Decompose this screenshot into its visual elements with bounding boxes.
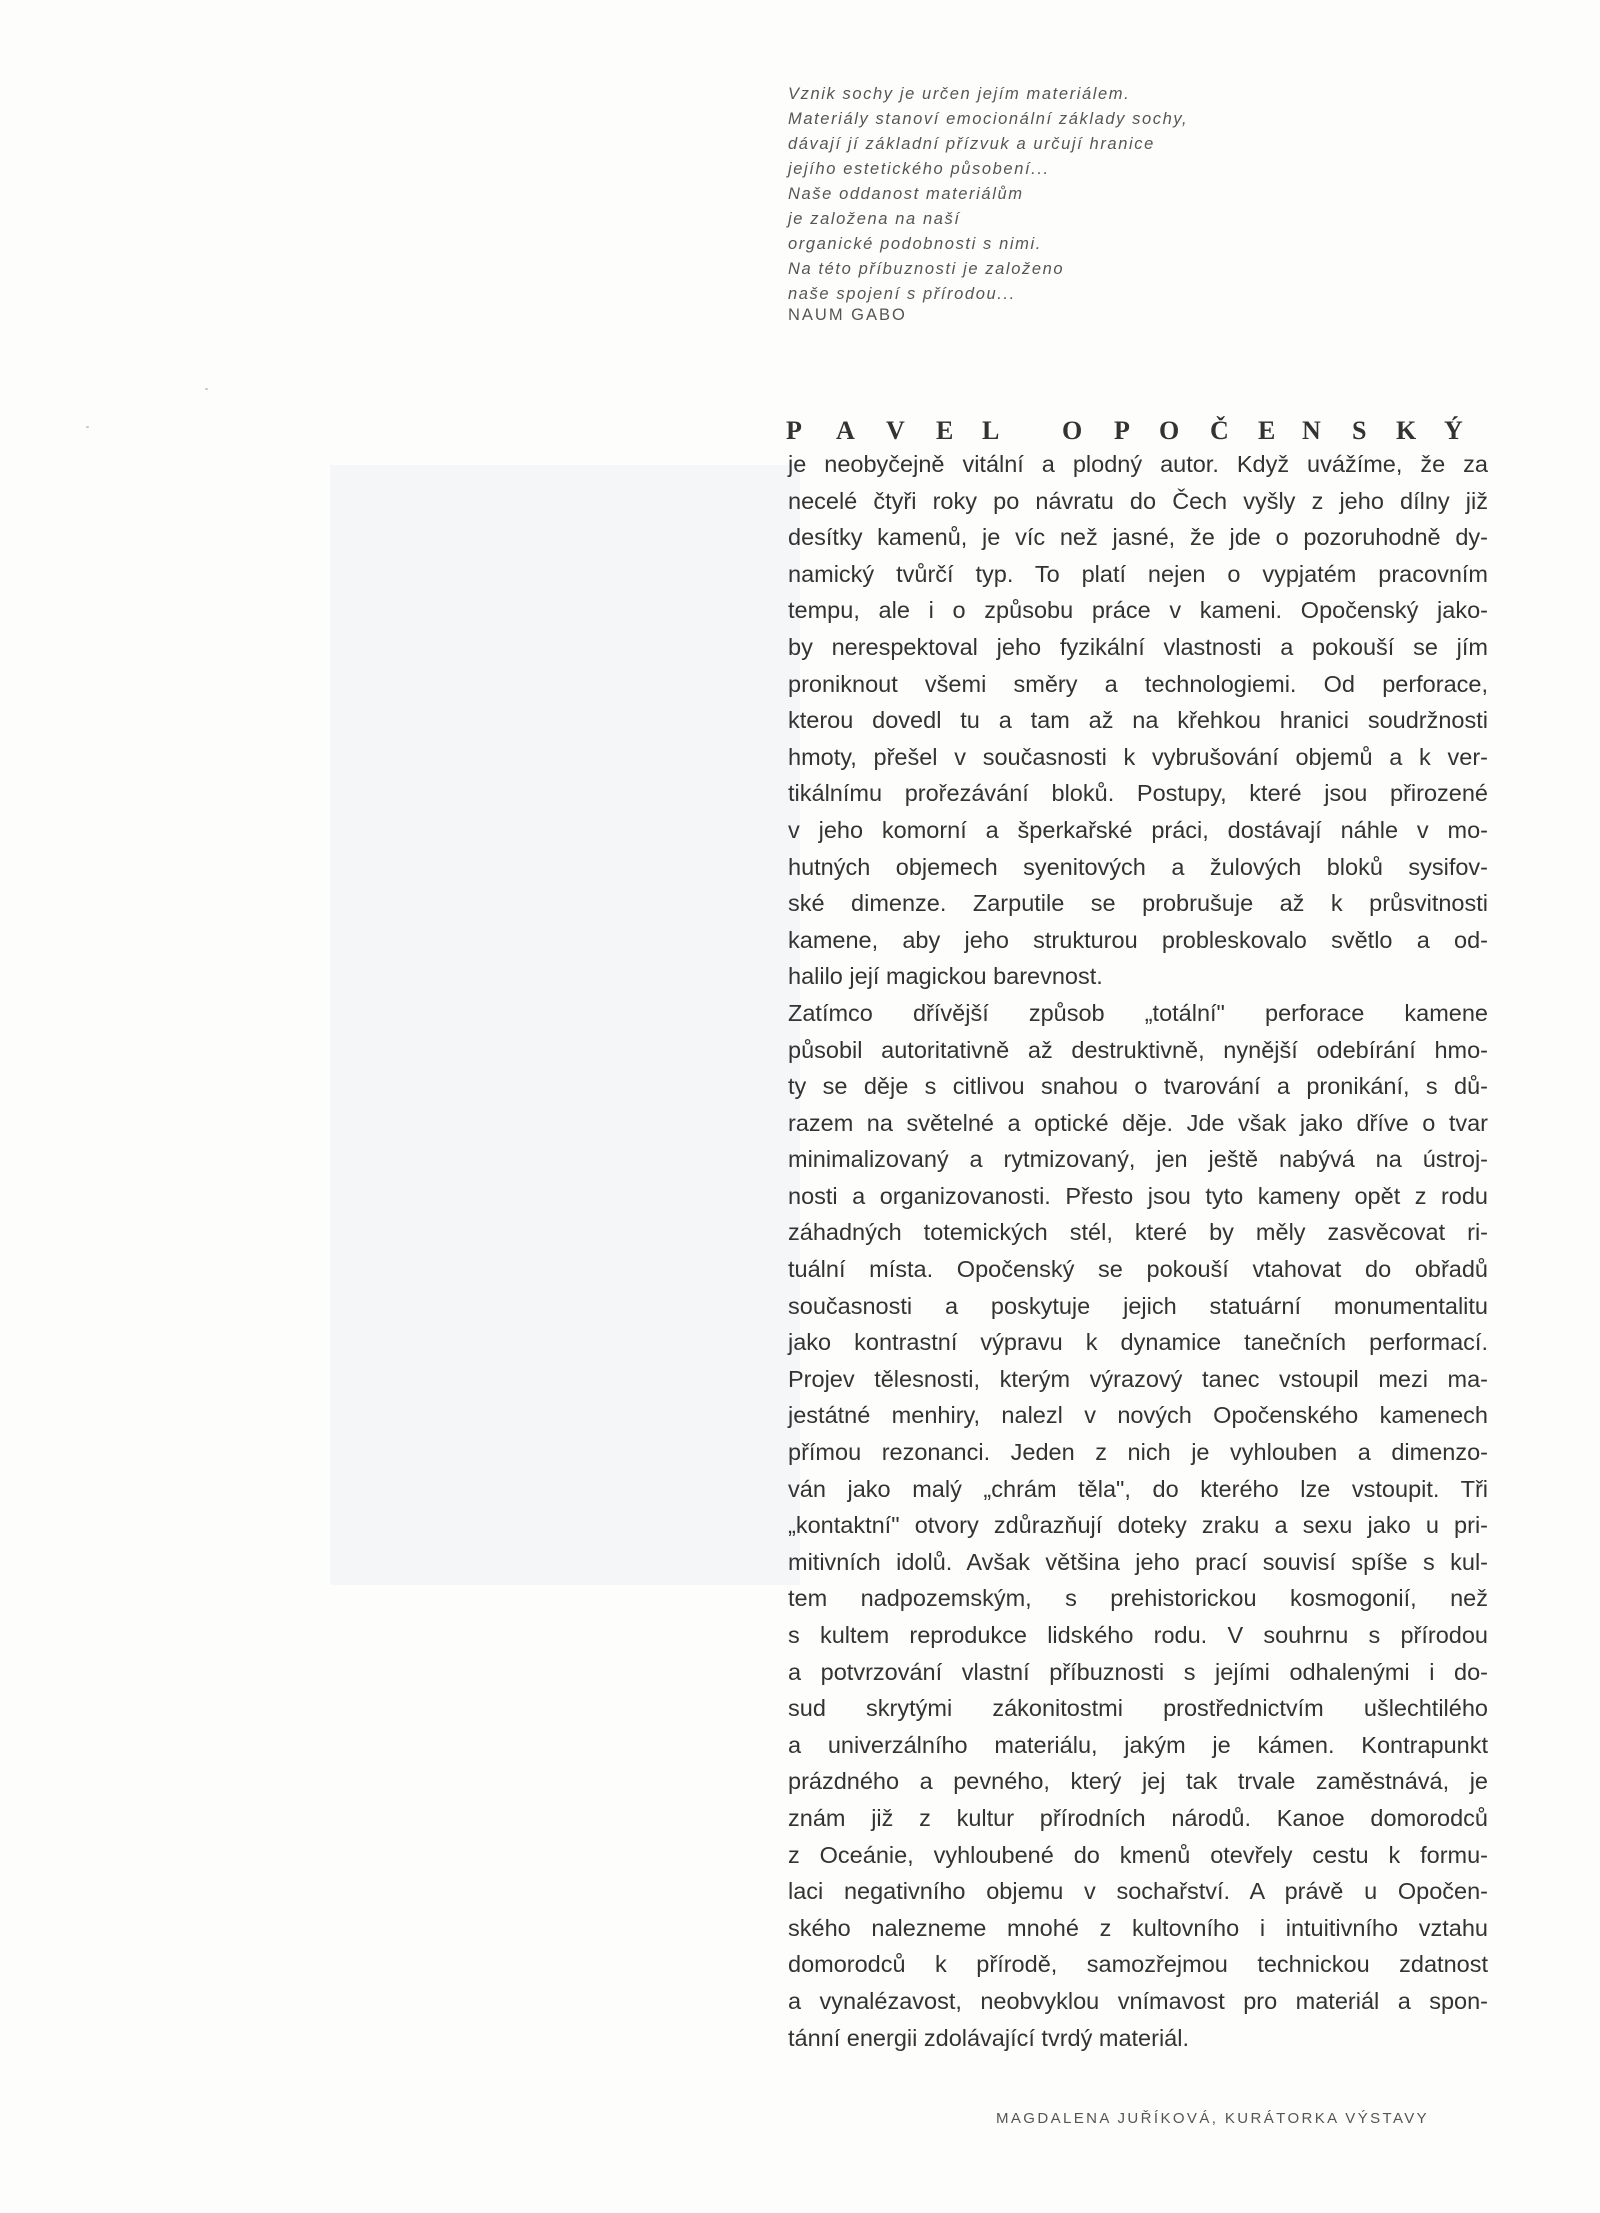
body-line: tem nadpozemským, s prehistorickou kosmogonií, než: [788, 1585, 1488, 1612]
body-line: halilo její magickou barevnost.: [788, 963, 1103, 990]
body-line: tikálnímu prořezávání bloků. Postupy, které jsou přirozené: [788, 780, 1488, 807]
body-line: sud skrytými zákonitostmi prostřednictvím ušlechtilého: [788, 1695, 1488, 1722]
motto-quote: [788, 82, 1308, 307]
body-line: a univerzálního materiálu, jakým je kámen. Kontrapunkt: [788, 1731, 1488, 1758]
body-line: namický tvůrčí typ. To platí nejen o vypjatém pracovním: [788, 560, 1488, 587]
body-line: domorodců k přírodě, samozřejmou technickou zdatnost: [788, 1951, 1488, 1978]
body-line: a potvrzování vlastní příbuznosti s jejími odhalenými i do-: [788, 1658, 1488, 1685]
body-line: kamene, aby jeho strukturou probleskovalo světlo a od-: [788, 926, 1488, 953]
body-line: působil autoritativně až destruktivně, nynější odebírání hmo-: [788, 1036, 1488, 1063]
motto-line: Naše oddanost materiálům: [788, 185, 1024, 203]
heading-letter: K: [1396, 416, 1417, 445]
body-line: prázdného a pevného, který jej tak trvale zaměstnává, je: [788, 1768, 1488, 1795]
page-shadow-panel: [330, 465, 800, 1585]
motto-line: Materiály stanoví emocionální základy sochy,: [788, 110, 1189, 128]
motto-line: Na této příbuznosti je založeno: [788, 260, 1065, 278]
body-line: ské dimenze. Zarputile se probrušuje až k průsvitnosti: [788, 890, 1488, 917]
body-line: necelé čtyři roky po návratu do Čech vyšly z jeho dílny již: [788, 487, 1488, 514]
motto-author: NAUM GABO: [788, 306, 907, 324]
motto-line: naše spojení s přírodou...: [788, 285, 1016, 303]
heading-letter: O: [1062, 416, 1083, 445]
motto-line: Vznik sochy je určen jejím materiálem.: [788, 85, 1131, 103]
body-line: by nerespektoval jeho fyzikální vlastnosti a pokouší se jím: [788, 633, 1488, 660]
motto-line: je založena na naší: [788, 210, 961, 228]
body-line: je neobyčejně vitální a plodný autor. Když uvážíme, že za: [788, 451, 1488, 477]
body-line: s kultem reprodukce lidského rodu. V souhrnu s přírodou: [788, 1622, 1488, 1648]
heading-letter: P: [786, 416, 802, 445]
heading-letter: L: [982, 416, 1000, 445]
article-body: [788, 446, 1488, 2056]
heading-letter: E: [1258, 416, 1276, 445]
heading-letter: A: [836, 416, 855, 445]
body-line: kterou dovedl tu a tam až na křehkou hranici soudržnosti: [788, 707, 1488, 734]
heading-letter: V: [886, 416, 905, 445]
heading-letter: E: [936, 416, 954, 445]
body-line: Projev tělesnosti, kterým výrazový tanec vstoupil mezi ma-: [788, 1365, 1488, 1392]
motto-line: dávají jí základní přízvuk a určují hranice: [788, 135, 1155, 153]
paper-speck: [86, 426, 89, 428]
heading-letter: N: [1302, 416, 1321, 445]
body-line: tánní energii zdolávající tvrdý materiál.: [788, 2024, 1189, 2051]
body-line: mitivních idolů. Avšak většina jeho prací souvisí spíše s kul-: [788, 1548, 1488, 1575]
body-line: znám již z kultur přírodních národů. Kanoe domorodců: [788, 1804, 1488, 1831]
heading-letter: Ý: [1444, 416, 1463, 445]
body-line: Zatímco dřívější způsob „totální" perforace kamene: [788, 999, 1488, 1026]
motto-line: jejího estetického působení...: [788, 160, 1050, 178]
body-line: proniknout všemi směry a technologiemi. Od perforace,: [788, 670, 1488, 697]
body-line: ván jako malý „chrám těla", do kterého lze vstoupit. Tři: [788, 1475, 1488, 1502]
body-line: tempu, ale i o způsobu práce v kameni. Opočenský jako-: [788, 597, 1488, 624]
body-line: jako kontrastní výpravu k dynamice tanečních performací.: [788, 1329, 1488, 1356]
body-line: hutných objemech syenitových a žulových bloků sysifov-: [788, 853, 1488, 880]
body-line: v jeho komorní a šperkařské práci, dostávají náhle v mo-: [788, 816, 1488, 843]
body-line: současnosti a poskytuje jejich statuární monumentalitu: [788, 1292, 1488, 1319]
heading-letter: P: [1114, 416, 1130, 445]
body-line: tuální místa. Opočenský se pokouší vtahovat do obřadů: [788, 1256, 1488, 1283]
heading-letter: Č: [1210, 416, 1229, 445]
body-line: jestátné menhiry, nalezl v nových Opočenského kamenech: [788, 1402, 1488, 1429]
body-line: a vynalézavost, neobvyklou vnímavost pro materiál a spon-: [788, 1987, 1488, 2014]
body-line: minimalizovaný a rytmizovaný, jen ještě nabývá na ústroj-: [788, 1146, 1488, 1173]
motto-line: organické podobnosti s nimi.: [788, 235, 1042, 253]
author-signature: MAGDALENA JUŘÍKOVÁ, KURÁTORKA VÝSTAVY: [996, 2110, 1430, 2127]
body-line: záhadných totemických stél, které by měly zasvěcovat ri-: [788, 1219, 1488, 1246]
body-line: přímou rezonanci. Jeden z nich je vyhlouben a dimenzo-: [788, 1439, 1488, 1466]
paper-speck: [205, 388, 208, 390]
body-line: „kontaktní" otvory zdůrazňují doteky zraku a sexu jako u pri-: [788, 1512, 1488, 1539]
heading-letter: O: [1159, 416, 1180, 445]
body-line: laci negativního objemu v sochařství. A právě u Opočen-: [788, 1878, 1488, 1905]
heading-letter: S: [1352, 416, 1367, 445]
body-line: ty se děje s citlivou snahou o tvarování a pronikání, s dů-: [788, 1073, 1488, 1100]
body-line: razem na světelné a optické děje. Jde však jako dříve o tvar: [788, 1109, 1488, 1136]
body-line: z Oceánie, vyhloubené do kmenů otevřely cestu k formu-: [788, 1841, 1488, 1868]
body-line: desítky kamenů, je víc než jasné, že jde o pozoruhodně dy-: [788, 524, 1488, 551]
body-line: hmoty, přešel v současnosti k vybrušování objemů a k ver-: [788, 743, 1488, 770]
body-line: ského nalezneme mnohé z kultovního i intuitivního vztahu: [788, 1914, 1488, 1941]
body-line: nosti a organizovanosti. Přesto jsou tyto kameny opět z rodu: [788, 1182, 1488, 1209]
